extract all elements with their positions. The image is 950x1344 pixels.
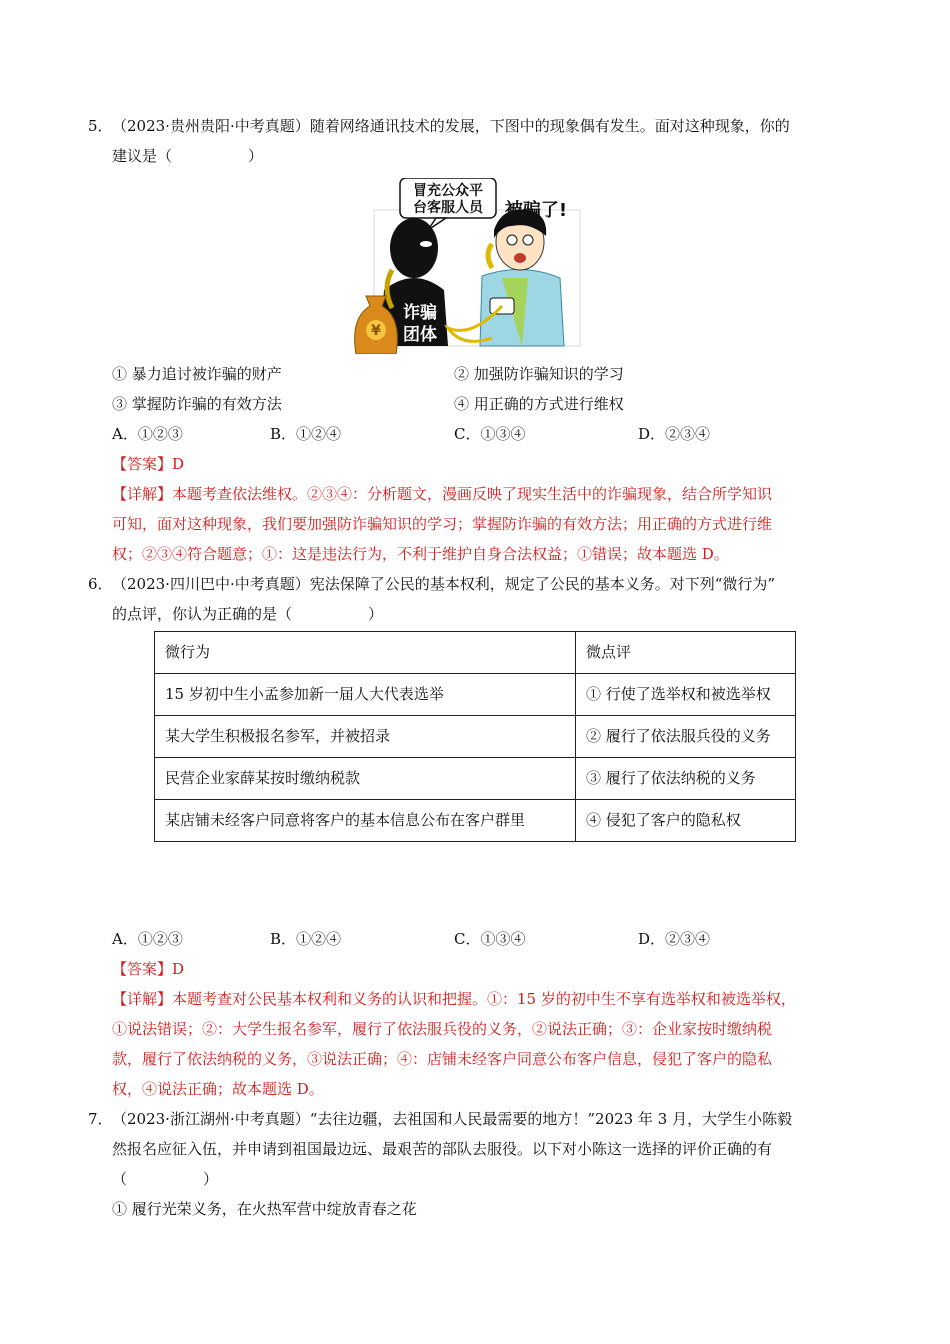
statement-row	[112, 389, 852, 419]
statement-3: ③ 掌握防诈骗的有效方法	[112, 395, 282, 413]
group-label-2: 团体	[403, 325, 437, 345]
answer-line	[112, 449, 868, 479]
table-header: 微点评	[576, 632, 796, 674]
options-row	[112, 419, 852, 449]
answer-line	[112, 954, 868, 984]
explanation-line: 【详解】本题考查对公民基本权利和义务的认识和把握。①：15 岁的初中生不享有选举权和被选举权，	[112, 990, 796, 1008]
statement-1: ① 暴力追讨被诈骗的财产	[112, 365, 282, 383]
statement-2: ② 加强防诈骗知识的学习	[454, 365, 624, 383]
money-symbol: ¥	[371, 323, 381, 339]
table-cell: ③ 履行了依法纳税的义务	[576, 758, 796, 800]
explanation-line: 权；②③④符合题意；①：这是违法行为，不利于维护自身合法权益；①错误；故本题选 D。	[112, 545, 729, 563]
table-header: 微行为	[155, 632, 576, 674]
table-cell: ② 履行了依法服兵役的义务	[576, 716, 796, 758]
table-row	[155, 800, 796, 842]
explanation-line: 权，④说法正确；故本题选 D。	[112, 1080, 324, 1098]
question-number: 6．	[88, 575, 113, 593]
option-d[interactable]: D．②③④	[638, 930, 711, 948]
table-cell: 民营企业家薛某按时缴纳税款	[155, 758, 576, 800]
group-label-1: 诈骗	[403, 303, 437, 323]
table-row	[155, 716, 796, 758]
question-number: 5．	[88, 117, 113, 135]
option-c[interactable]: C．①③④	[454, 930, 526, 948]
explanation-line: 可知，面对这种现象，我们要加强防诈骗知识的学习；掌握防诈骗的有效方法；用正确的方式进行维	[112, 515, 773, 533]
statement-4: ④ 用正确的方式进行维权	[454, 395, 624, 413]
table-row	[155, 758, 796, 800]
bubble-text-1: 冒充公众平	[413, 183, 483, 199]
table-cell: ④ 侵犯了客户的隐私权	[576, 800, 796, 842]
table-header-row	[155, 632, 796, 674]
question-number: 7．	[88, 1110, 113, 1128]
options-row	[112, 924, 852, 954]
question-5-stem-cont	[112, 141, 868, 171]
table-cell: 某店铺未经客户同意将客户的基本信息公布在客户群里	[155, 800, 576, 842]
option-a[interactable]: A．①②③	[112, 930, 183, 948]
question-7-stem-cont	[112, 1164, 868, 1194]
explanation-line: ①说法错误；②：大学生报名参军，履行了依法服兵役的义务，②说法正确；③：企业家按时缴纳税	[112, 1020, 773, 1038]
bubble-text-2: 台客服人员	[413, 200, 483, 216]
table-cell: 某大学生积极报名参军，并被招录	[155, 716, 576, 758]
option-b[interactable]: B．①②④	[270, 930, 342, 948]
statement-row	[112, 359, 852, 389]
option-b[interactable]: B．①②④	[270, 425, 342, 443]
option-a[interactable]: A．①②③	[112, 425, 183, 443]
answer-label: 【答案】	[112, 960, 173, 978]
answer-label: 【答案】	[112, 455, 173, 473]
question-stem-line: （2023·浙江湖州·中考真题）“去往边疆，去祖国和人民最需要的地方！”2023 年 3 月，大学生小陈毅	[112, 1110, 793, 1128]
question-stem-line: 然报名应征入伍，并申请到祖国最边远、最艰苦的部队去服役。以下对小陈这一选择的评价正确的有	[112, 1140, 773, 1158]
behavior-table	[154, 631, 796, 842]
table-cell: 15 岁初中生小孟参加新一届人大代表选举	[155, 674, 576, 716]
option-d[interactable]: D．②③④	[638, 425, 711, 443]
question-6-stem-cont	[112, 599, 868, 629]
stem-text: 的点评，你认为正确的是（	[112, 605, 293, 623]
question-stem-line: （2023·贵州贵阳·中考真题）随着网络通讯技术的发展，下图中的现象偶有发生。面对这种现象，你的	[112, 117, 790, 135]
question-7-stem	[88, 1104, 868, 1134]
answer-value: D	[172, 455, 185, 473]
explanation-line: 款，履行了依法纳税的义务，③说法正确；④：店铺未经客户同意公布客户信息，侵犯了客户的隐私	[112, 1050, 773, 1068]
explanation-line: 【详解】本题考查依法维权。②③④：分析题文，漫画反映了现实生活中的诈骗现象，结合所学知识	[112, 485, 773, 503]
table-cell: ① 行使了选举权和被选举权	[576, 674, 796, 716]
victim-shout-text: 被骗了!	[504, 200, 568, 221]
stem-text: ）	[203, 1170, 219, 1188]
statement-1: ① 履行光荣义务，在火热军营中绽放青春之花	[112, 1200, 417, 1218]
stem-text: 建议是（	[112, 147, 173, 165]
table-row	[155, 674, 796, 716]
stem-text: ）	[368, 605, 384, 623]
question-6-stem	[88, 569, 868, 599]
question-stem-line: （2023·四川巴中·中考真题）宪法保障了公民的基本权利，规定了公民的基本义务。对下列“微行为”	[112, 575, 776, 593]
fraud-cartoon	[352, 178, 588, 354]
option-c[interactable]: C．①③④	[454, 425, 526, 443]
answer-value: D	[172, 960, 185, 978]
stem-text: ）	[248, 147, 264, 165]
stem-text: （	[112, 1170, 128, 1188]
question-5-stem	[88, 111, 868, 141]
